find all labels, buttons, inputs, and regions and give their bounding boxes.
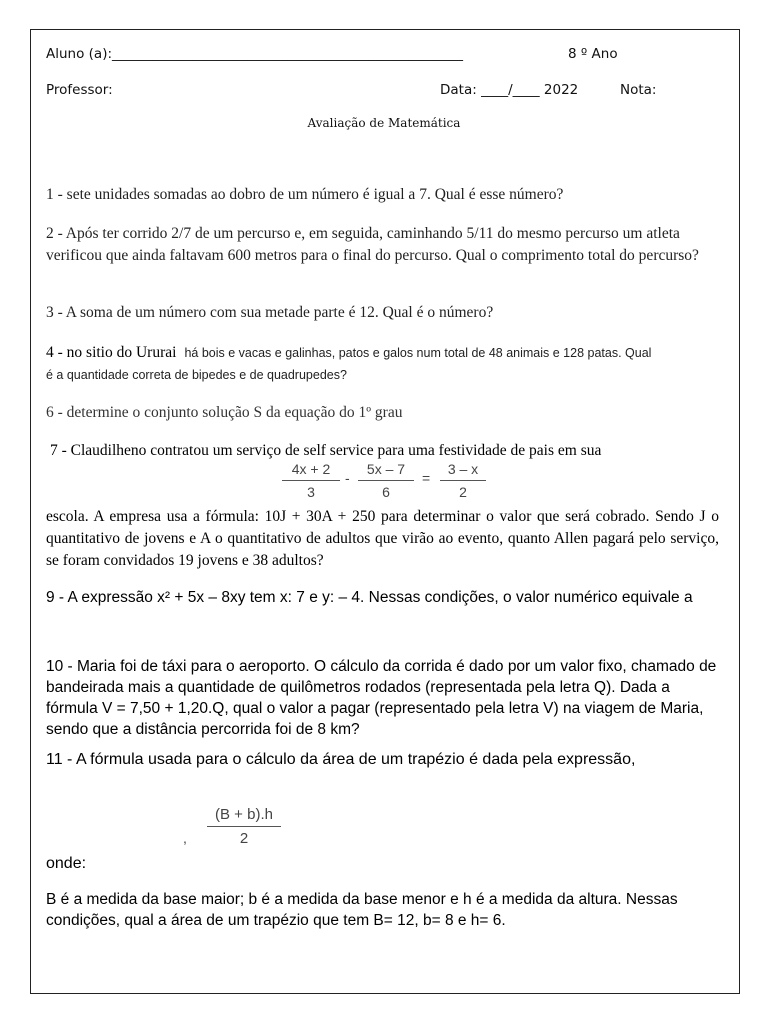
grade-year: 8 º Ano bbox=[568, 46, 618, 62]
question-9: 9 - A expressão x² + 5x – 8xy tem x: 7 e y: – 4. Nessas condições, o valor numérico equivale a bbox=[46, 589, 693, 606]
question-11-text: B é a medida da base maior; b é a medida da base menor e h é a medida da altura. Nessas condições, qual a área de um trapézio que tem B= 12, b= 8 e h= 6. bbox=[46, 891, 678, 929]
question-4-line2: é a quantidade correta de bipedes e de quadrupedes? bbox=[46, 368, 347, 382]
question-11-onde: onde: bbox=[46, 855, 87, 872]
question-3: 3 - A soma de um número com sua metade parte é 12. Qual é o número? bbox=[46, 304, 494, 321]
question-7-line1: 7 - Claudilheno contratou um serviço de self service para uma festividade de pais em sua bbox=[50, 442, 602, 459]
question-10: 10 - Maria foi de táxi para o aeroporto. O cálculo da corrida é dado por um valor fixo, chamado de bandeirada mais a quantidade de quilômetros rodados (representada pela letra Q). Dada a fórmula V = 7,50 + 1,20.Q, qual o valor a pagar (representado pela letra V) na viagem de Maria, sendo que a distância percorrida foi de 8 km? bbox=[46, 658, 717, 738]
formula-prefix-comma: , bbox=[183, 830, 187, 846]
question-6: 6 - determine o conjunto solução S da equação do 1º grau bbox=[46, 404, 403, 421]
teacher-label: Professor: bbox=[46, 82, 113, 98]
page-title: Avaliação de Matemática bbox=[307, 116, 461, 130]
equation-minus: - bbox=[345, 470, 350, 486]
question-4 bbox=[46, 342, 651, 364]
question-2: 2 - Após ter corrido 2/7 de um percurso e, em seguida, caminhando 5/11 do mesmo percurso um atleta verificou que ainda faltavam 600 metros para o final do percurso. Qual o comprimento total do percurso? bbox=[46, 225, 699, 264]
date-field: Data: ____/____ 2022 bbox=[440, 82, 579, 98]
equation-equals: = bbox=[422, 470, 431, 486]
equation-term-2: 5x – 7 6 bbox=[358, 461, 414, 500]
question-11: 11 - A fórmula usada para o cálculo da área de um trapézio é dada pela expressão, bbox=[46, 751, 636, 768]
trapezoid-area-formula: (B + b).h 2 bbox=[207, 806, 281, 847]
question-4-lead: 4 - no sitio do Ururai bbox=[46, 344, 177, 361]
question-7-text: escola. A empresa usa a fórmula: 10J + 30A + 250 para determinar o valor que será cobrado. Sendo J o quantitativo de jovens e A o quantitativo de adultos que virão ao evento, quanto Allen pagará pelo serviço, se foram convidados 19 jovens e 38 adultos? bbox=[46, 508, 719, 569]
grade-score-label: Nota: bbox=[620, 82, 657, 98]
question-4-text: há bois e vacas e galinhas, patos e galos num total de 48 animais e 128 patas. Qual bbox=[184, 346, 652, 360]
student-name-field: Aluno (a):____________________________________________________ bbox=[46, 46, 464, 62]
question-1: 1 - sete unidades somadas ao dobro de um número é igual a 7. Qual é esse número? bbox=[46, 186, 564, 203]
equation-term-3: 3 – x 2 bbox=[440, 461, 486, 500]
equation-term-1: 4x + 2 3 bbox=[282, 461, 340, 500]
